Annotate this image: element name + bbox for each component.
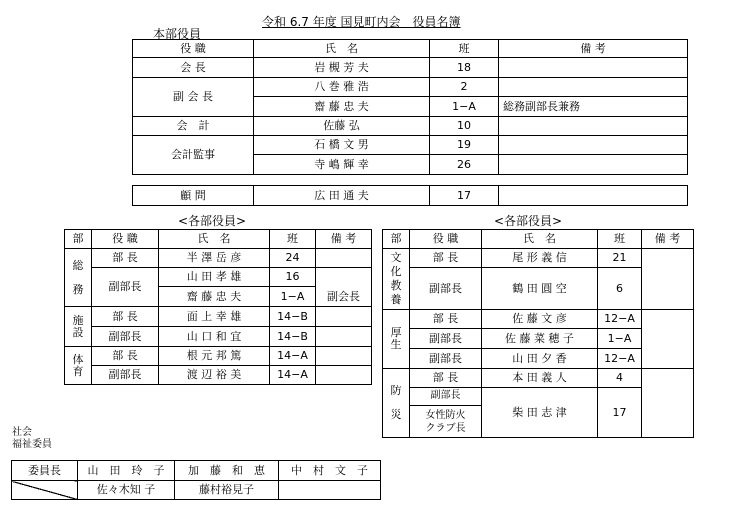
name-cell: 本 田 義 人	[482, 369, 598, 388]
name-cell: 石 橋 文 男	[254, 136, 430, 155]
header-name: 氏 名	[254, 40, 430, 58]
name-cell: 加 藤 和 恵	[175, 461, 279, 481]
header-note: 備 考	[316, 230, 372, 249]
role-cell: 会計監事	[133, 136, 254, 175]
name-cell: 渡 辺 裕 美	[159, 366, 270, 385]
han-cell: 12−A	[598, 310, 642, 329]
table-row	[65, 307, 372, 327]
role-cell: 部 長	[92, 347, 159, 366]
name-cell: 齋 藤 忠 夫	[159, 287, 270, 307]
header-dept: 部	[383, 230, 410, 249]
dept-char: 育	[72, 364, 84, 378]
note-cell	[642, 249, 694, 310]
role-cell: 副部長	[92, 268, 159, 307]
han-cell: 4	[598, 369, 642, 388]
dept-char: 文	[390, 251, 402, 264]
han-cell: 12−A	[598, 349, 642, 369]
han-cell: 16	[270, 268, 316, 287]
role-cell: 部 長	[410, 310, 482, 329]
dept-bunka	[383, 249, 410, 310]
name-cell: 鶴 田 圓 空	[482, 268, 598, 310]
kakubu-caption-left: <各部役員>	[178, 214, 247, 228]
welfare-chair-label: 委員長	[12, 461, 78, 481]
dept-taiiku	[65, 347, 92, 385]
note-cell	[316, 268, 372, 307]
han-cell: 14−B	[270, 307, 316, 327]
note-text: 副会長	[327, 290, 360, 304]
role-cell: 副部長	[410, 388, 482, 406]
name-cell: 広 田 通 夫	[254, 186, 430, 206]
han-cell: 24	[270, 249, 316, 268]
table-row	[383, 310, 694, 329]
role-cell: 副 会 長	[133, 78, 254, 117]
name-cell: 根 元 邦 篤	[159, 347, 270, 366]
han-cell: 2	[430, 78, 499, 97]
han-cell: 1−A	[270, 287, 316, 307]
note-cell	[499, 117, 688, 136]
dept-char: 厚	[390, 326, 402, 340]
role-cell: 副部長	[410, 329, 482, 349]
name-cell: 佐藤 弘	[254, 117, 430, 136]
name-cell: 尾 形 義 信	[482, 249, 598, 268]
name-cell: 岩 槻 芳 夫	[254, 58, 430, 78]
name-cell: 佐 藤 文 彦	[482, 310, 598, 329]
right-header-row	[383, 230, 694, 249]
han-cell: 19	[430, 136, 499, 155]
table-row	[133, 136, 688, 155]
name-cell: 山 田 孝 雄	[159, 268, 270, 287]
dept-shisetsu	[65, 307, 92, 347]
note-cell	[499, 155, 688, 175]
table-row	[12, 461, 381, 481]
left-header-row	[65, 230, 372, 249]
han-cell: 26	[430, 155, 499, 175]
note-cell	[499, 186, 688, 206]
header-han: 班	[598, 230, 642, 249]
document-title: 令和 6.7 年度 国見町内会 役員名簿	[262, 15, 461, 29]
table-row	[65, 249, 372, 268]
role-line: クラブ長	[425, 422, 466, 434]
diagonal-blank-cell	[12, 481, 78, 500]
dept-bousai	[383, 369, 410, 438]
name-cell: 佐 藤 菜 穂 子	[482, 329, 598, 349]
advisor-table	[132, 185, 688, 206]
welfare-caption	[12, 427, 52, 451]
role-cell: 会 計	[133, 117, 254, 136]
name-cell: 柴 田 志 津	[482, 388, 598, 438]
dept-char: 化	[390, 265, 402, 278]
dept-char: 体	[72, 352, 84, 366]
role-cell: 部 長	[410, 249, 482, 268]
role-cell: 部 長	[410, 369, 482, 388]
han-cell: 14−A	[270, 347, 316, 366]
dept-char: 養	[390, 293, 402, 306]
name-cell: 齋 藤 忠 夫	[254, 97, 430, 117]
role-cell: 副部長	[410, 349, 482, 369]
header-role: 役 職	[410, 230, 482, 249]
role-cell: 顧 問	[133, 186, 254, 206]
dept-char: 災	[390, 408, 402, 421]
header-dept: 部	[65, 230, 92, 249]
table-row	[383, 369, 694, 388]
dept-char: 教	[390, 279, 402, 292]
note-cell	[642, 369, 694, 438]
name-cell: 山 田 夕 香	[482, 349, 598, 369]
dept-char: 施	[72, 313, 84, 327]
header-note: 備 考	[499, 40, 688, 58]
dept-char: 設	[72, 325, 84, 339]
dept-soumu	[65, 249, 92, 307]
han-cell: 14−A	[270, 366, 316, 385]
note-cell	[499, 58, 688, 78]
name-cell	[279, 481, 381, 500]
name-cell: 面 上 幸 雄	[159, 307, 270, 327]
table-row	[133, 78, 688, 97]
note-cell	[316, 307, 372, 327]
han-cell: 14−B	[270, 327, 316, 347]
welfare-caption-line: 福祉委員	[12, 439, 52, 450]
dept-char: 防	[390, 384, 402, 398]
dept-char: 総	[72, 258, 84, 272]
header-role: 役 職	[92, 230, 159, 249]
header-name: 氏 名	[159, 230, 270, 249]
han-cell: 21	[598, 249, 642, 268]
han-cell: 10	[430, 117, 499, 136]
table-row	[383, 249, 694, 268]
han-cell: 6	[598, 268, 642, 310]
header-han: 班	[430, 40, 499, 58]
note-cell	[316, 249, 372, 268]
role-cell: 副部長	[410, 268, 482, 310]
name-cell: 山 口 和 宜	[159, 327, 270, 347]
name-cell: 八 巻 雅 浩	[254, 78, 430, 97]
table-row	[65, 347, 372, 366]
name-cell: 佐々木知 子	[78, 481, 175, 500]
name-cell: 中 村 文 子	[279, 461, 381, 481]
table-row	[12, 481, 381, 500]
han-cell: 17	[430, 186, 499, 206]
header-name: 氏 名	[482, 230, 598, 249]
note-cell	[499, 78, 688, 97]
dept-char: 務	[72, 282, 84, 296]
honbu-table	[132, 39, 688, 175]
welfare-table	[11, 460, 381, 500]
role-cell-women-fire-club	[410, 406, 482, 438]
header-han: 班	[270, 230, 316, 249]
table-row	[65, 268, 372, 287]
name-cell: 山 田 玲 子	[78, 461, 175, 481]
right-dept-table	[382, 229, 694, 438]
name-cell: 半 澤 岳 彦	[159, 249, 270, 268]
welfare-caption-line: 社会	[12, 427, 32, 438]
role-cell: 部 長	[92, 249, 159, 268]
note-cell	[316, 347, 372, 366]
name-cell: 藤村裕見子	[175, 481, 279, 500]
dept-char: 生	[390, 338, 402, 351]
honbu-caption: 本部役員	[153, 27, 202, 41]
left-dept-table	[64, 229, 372, 385]
header-note: 備 考	[642, 230, 694, 249]
note-cell: 総務副部長兼務	[499, 97, 688, 117]
dept-kousei	[383, 310, 410, 369]
note-cell	[499, 136, 688, 155]
table-row	[133, 58, 688, 78]
note-cell	[642, 310, 694, 369]
role-cell: 副部長	[92, 366, 159, 385]
han-cell: 18	[430, 58, 499, 78]
role-cell: 部 長	[92, 307, 159, 327]
note-cell	[316, 327, 372, 347]
name-cell: 寺 嶋 輝 幸	[254, 155, 430, 175]
role-line: 女性防火	[425, 409, 466, 421]
han-cell: 1−A	[598, 329, 642, 349]
header-role: 役 職	[133, 40, 254, 58]
table-row	[133, 186, 688, 206]
role-cell: 副部長	[92, 327, 159, 347]
han-cell: 17	[598, 388, 642, 438]
han-cell: 1−A	[430, 97, 499, 117]
role-cell: 会 長	[133, 58, 254, 78]
table-row	[65, 366, 372, 385]
honbu-header-row	[133, 40, 688, 58]
kakubu-caption-right: <各部役員>	[494, 214, 563, 228]
table-row	[65, 327, 372, 347]
table-row	[133, 117, 688, 136]
note-cell	[316, 366, 372, 385]
